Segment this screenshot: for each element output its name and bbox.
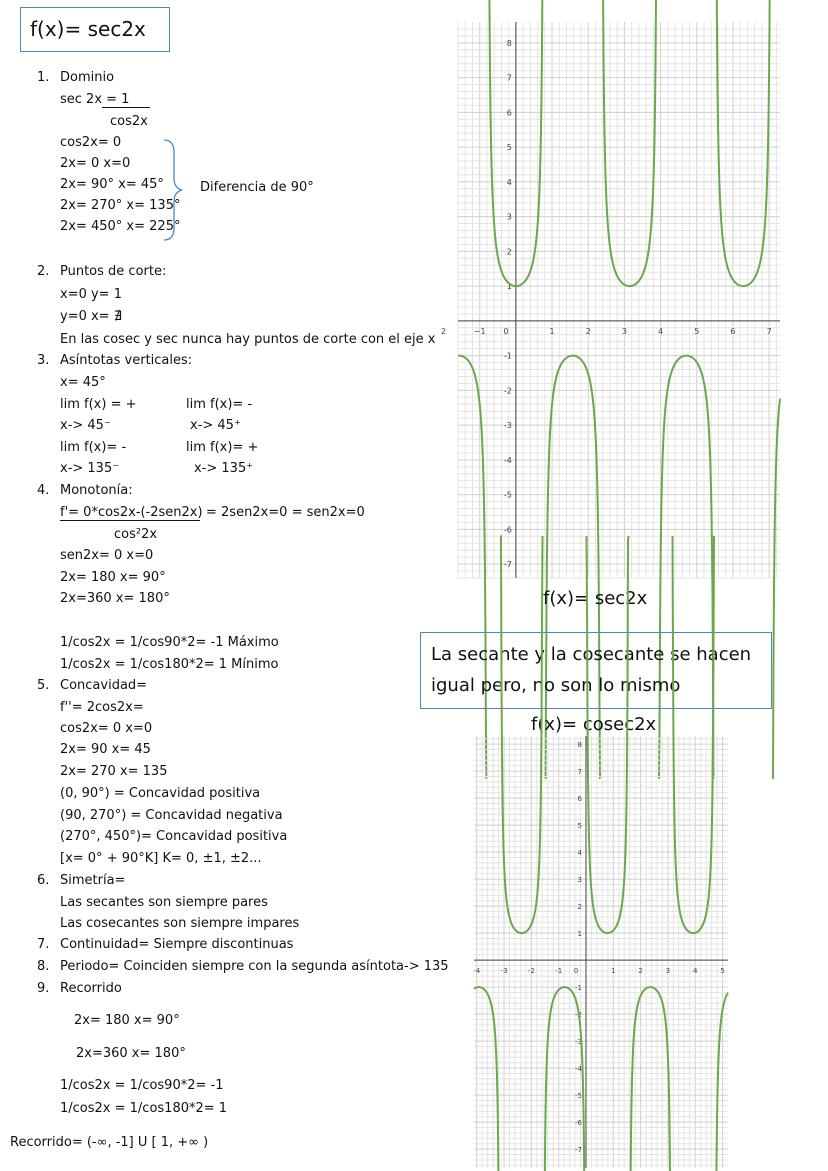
text-line: f'= 0*cos2x-(-2sen2x)	[60, 505, 203, 520]
section-heading: Simetría=	[60, 873, 126, 888]
x-tick-label: 6	[730, 326, 736, 336]
y-tick-label: -1	[574, 984, 582, 993]
x-tick-label: 5	[694, 326, 700, 336]
y-tick-label: 5	[577, 822, 582, 831]
text-line: 2x= 450° x= 225°	[60, 219, 181, 234]
fraction-bar	[102, 107, 150, 108]
cosec2x-graph	[474, 736, 728, 1168]
y-tick-label: 7	[506, 73, 512, 83]
brace-note: Diferencia de 90°	[200, 180, 314, 195]
text-line: 1/cos2x = 1/cos90*2= -1	[60, 1078, 224, 1093]
text-line: (90, 270°) = Concavidad negativa	[60, 808, 283, 823]
x-tick-label: −1	[473, 326, 486, 336]
recorrido-result: Recorrido= (-∞, -1] U [ 1, +∞ )	[10, 1135, 209, 1150]
y-tick-label: 2	[506, 247, 512, 257]
y-tick-label: 1	[577, 930, 582, 939]
y-tick-label: -5	[503, 490, 512, 500]
text-line: sen2x= 0 x=0	[60, 548, 154, 563]
text-line: 2x= 180 x= 90°	[74, 1013, 180, 1028]
text-line: lim f(x) = +	[60, 397, 137, 412]
section-heading: Periodo= Coinciden siempre con la segunda asíntota-> 135	[60, 959, 449, 974]
text-line: cos2x	[110, 114, 148, 129]
y-tick-label: 6	[577, 795, 582, 804]
y-tick-label: -3	[503, 421, 512, 431]
text-line: cos2x= 0	[60, 135, 122, 150]
cosec2x-graph-caption: f(x)= cosec2x	[531, 714, 657, 735]
text-line: 2x=360 x= 180°	[60, 591, 170, 606]
text-line: 2x= 180 x= 90°	[60, 570, 166, 585]
x-tick-label: 4	[692, 967, 698, 976]
x-tick-label: 2	[585, 326, 591, 336]
note-box	[420, 632, 772, 709]
text-line: 2x= 90 x= 45	[60, 742, 151, 757]
text-line: x= 45°	[60, 375, 106, 390]
y-tick-label: -5	[574, 1092, 582, 1101]
section-number: 9.	[37, 981, 50, 996]
sec2x-graph	[440, 22, 780, 578]
x-tick-label: -3	[500, 967, 508, 976]
y-tick-label: -6	[574, 1119, 582, 1128]
section-number: 1.	[37, 70, 50, 85]
text-line: 2x= 0 x=0	[60, 156, 131, 171]
x-tick-label: 1	[549, 326, 555, 336]
text-line: lim f(x)= -	[186, 397, 253, 412]
note-line-1: La secante y la cosecante se hacen	[431, 644, 752, 665]
text-line: x-> 135⁻	[60, 461, 120, 476]
text-line: lim f(x)= -	[60, 440, 127, 455]
y-tick-label: -7	[574, 1146, 582, 1155]
section-heading: Continuidad= Siempre discontinuas	[60, 937, 294, 952]
section-number: 8.	[37, 959, 50, 974]
y-tick-label: -4	[574, 1065, 582, 1074]
sec2x-graph-caption: f(x)= sec2x	[543, 588, 648, 609]
text-line: = 2sen2x=0 = sen2x=0	[206, 505, 365, 520]
text-line: cos²2x	[114, 527, 158, 542]
y-tick-label: -1	[503, 351, 512, 361]
text-line: Las secantes son siempre pares	[60, 895, 268, 910]
x-tick-label: 3	[665, 967, 671, 976]
y-tick-label: 8	[577, 741, 582, 750]
y-tick-label: 5	[506, 143, 512, 153]
x-tick-label: 7	[766, 326, 772, 336]
section-number: 4.	[37, 483, 50, 498]
note-line-2: igual pero, no son lo mismo	[431, 675, 681, 696]
x-tick-label: 0	[573, 967, 579, 976]
y-tick-label: -6	[503, 525, 512, 535]
text-line: x-> 135⁺	[194, 461, 254, 476]
text-line: 2x= 270 x= 135	[60, 764, 168, 779]
y-tick-label: 3	[577, 876, 582, 885]
y-tick-label: 8	[506, 38, 512, 48]
grid	[474, 736, 728, 1168]
section-number: 6.	[37, 873, 50, 888]
text-line: 2x=360 x= 180°	[76, 1046, 186, 1061]
x-tick-label: 2	[638, 967, 643, 976]
y-tick-label: 1	[506, 282, 512, 292]
text-line: y=0 x= ∄	[60, 309, 122, 324]
section-heading: Monotonía:	[60, 483, 133, 498]
curly-brace-icon	[162, 138, 186, 242]
x-tick-label: -1	[555, 967, 563, 976]
x-tick-label: 4	[658, 326, 664, 336]
text-line: [x= 0° + 90°K] K= 0, ±1, ±2...	[60, 851, 262, 866]
y-tick-label: -2	[503, 386, 512, 396]
section-number: 7.	[37, 937, 50, 952]
text-line: x-> 45⁻	[60, 418, 111, 433]
section-heading: Dominio	[60, 70, 115, 85]
text-line: f''= 2cos2x=	[60, 700, 144, 715]
y-tick-label: 7	[577, 768, 582, 777]
y-tick-label: -4	[503, 455, 512, 465]
text-line: x-> 45⁺	[190, 418, 241, 433]
y-tick-label: 3	[506, 212, 512, 222]
x-tick-label: 0	[503, 326, 509, 336]
text-line: (0, 90°) = Concavidad positiva	[60, 786, 261, 801]
text-line: lim f(x)= +	[186, 440, 259, 455]
x-tick-label: 2	[440, 326, 447, 336]
text-line: 1/cos2x = 1/cos90*2= -1 Máximo	[60, 635, 279, 650]
y-tick-label: -2	[574, 1011, 582, 1020]
section-heading: Concavidad=	[60, 678, 148, 693]
text-line: 2x= 270° x= 135°	[60, 198, 181, 213]
x-tick-label: -4	[473, 967, 481, 976]
text-line: En las cosec y sec nunca hay puntos de corte con el eje x	[60, 332, 436, 347]
section-number: 2.	[37, 264, 50, 279]
x-tick-label: 3	[621, 326, 627, 336]
text-line: Las cosecantes son siempre impares	[60, 916, 300, 931]
x-tick-label: 5	[720, 967, 725, 976]
section-heading: Recorrido	[60, 981, 122, 996]
y-tick-label: -3	[574, 1038, 582, 1047]
text-line: (270°, 450°)= Concavidad positiva	[60, 829, 288, 844]
y-tick-label: 2	[577, 903, 582, 912]
text-line: 2x= 90° x= 45°	[60, 177, 164, 192]
page-title: f(x)= sec2x	[20, 7, 170, 52]
section-number: 5.	[37, 678, 50, 693]
text-line: x=0 y= 1	[60, 287, 122, 302]
section-number: 3.	[37, 353, 50, 368]
y-tick-label: -7	[503, 560, 512, 570]
section-heading: Puntos de corte:	[60, 264, 167, 279]
text-line: sec 2x = 1	[60, 92, 130, 107]
x-tick-label: 1	[611, 967, 616, 976]
y-tick-label: 4	[577, 849, 582, 858]
text-line: cos2x= 0 x=0	[60, 721, 153, 736]
text-line: 1/cos2x = 1/cos180*2= 1	[60, 1101, 228, 1116]
fraction-bar	[60, 520, 200, 521]
section-heading: Asíntotas verticales:	[60, 353, 193, 368]
y-tick-label: 4	[506, 177, 512, 187]
y-tick-label: 6	[506, 108, 512, 118]
text-line: 1/cos2x = 1/cos180*2= 1 Mínimo	[60, 657, 279, 672]
x-tick-label: -2	[527, 967, 535, 976]
